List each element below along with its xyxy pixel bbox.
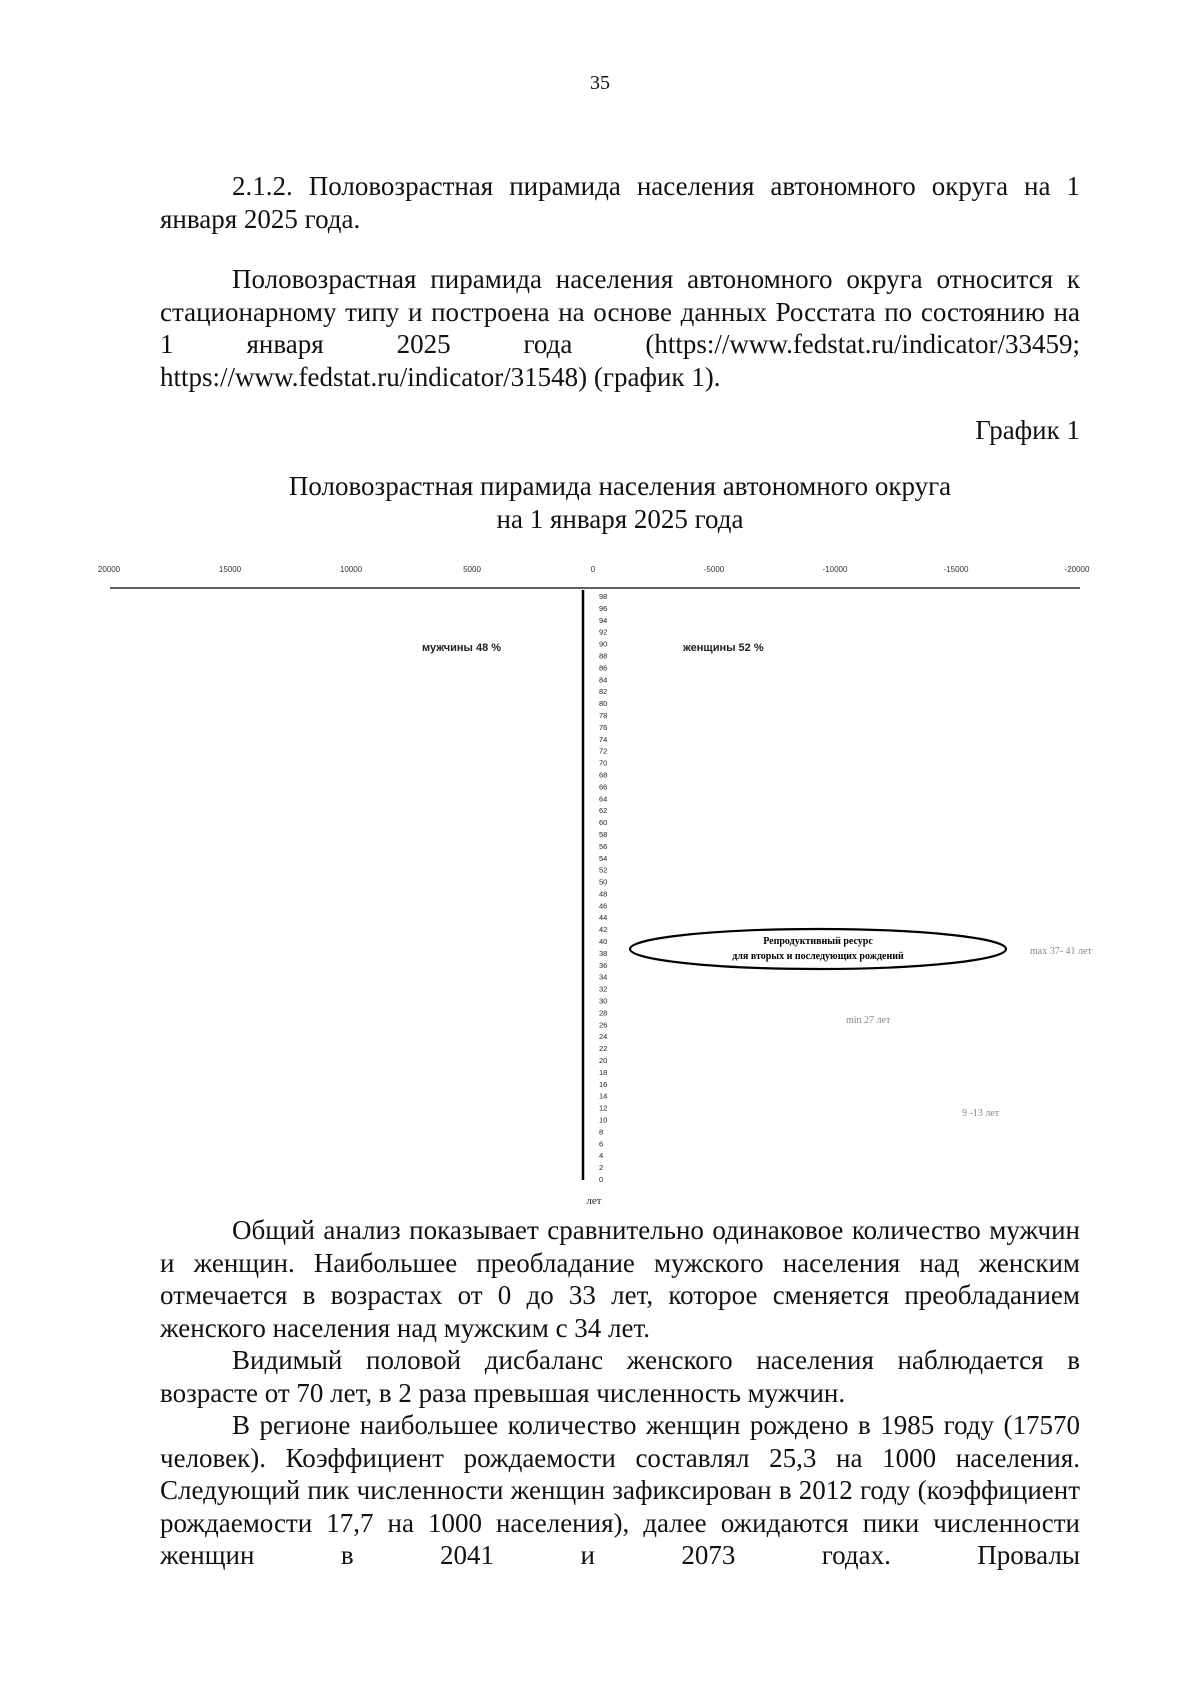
age-tick-label: 28: [599, 1008, 608, 1018]
age-tick-label: 58: [599, 829, 608, 839]
age-tick-label: 88: [599, 651, 608, 661]
age-tick-label: 44: [599, 913, 608, 923]
age-tick-label: 68: [599, 770, 608, 780]
legend-men: мужчины 48 %: [422, 642, 502, 654]
graph-label: График 1: [975, 415, 1080, 445]
birth-paragraph: В регионе наибольшее количество женщин рождено в 1985 году (17570 человек). Коэффициент рождаемости составлял 25,3 на 1000 населения. Следующий пик численности женщин зафиксирован в 2012 году (коэффициент рождаемости 17,7 на 1000 населения), далее ожидаются пики численности женщин в 2041 и 2073 годах. Провалы: [160, 1410, 1080, 1570]
ellipse-label-line2: для вторых и последующих рождений: [732, 951, 904, 962]
age-tick-label: 30: [599, 996, 608, 1006]
max-age-note: max 37- 41 лет: [1030, 946, 1092, 957]
age-tick-label: 34: [599, 972, 608, 982]
age-tick-label: 0: [599, 1175, 604, 1184]
age-tick-label: 78: [599, 710, 608, 720]
intro-paragraph: Половозрастная пирамида населения автономного округа относится к стационарному типу и построена на основе данных Росстата по состоянию на 1 января 2025 года (https://www.fedstat.ru/indicator/33459; https://www.fedstat.ru/indicator/31548) (график 1).: [160, 264, 1080, 392]
age-tick-label: 96: [599, 603, 608, 613]
age-tick-label: 74: [599, 734, 608, 744]
age-tick-label: 20: [599, 1056, 608, 1066]
legend-women: женщины 52 %: [683, 642, 764, 654]
age-tick-label: 42: [599, 925, 608, 935]
age-tick-label: 76: [599, 722, 608, 732]
age-tick-label: 46: [599, 901, 608, 911]
age-tick-label: 40: [599, 937, 608, 947]
age-axis-ticks: [599, 592, 607, 1184]
age-tick-label: 66: [599, 782, 608, 792]
age-tick-label: 98: [599, 592, 608, 601]
age-tick-label: 10: [599, 1115, 608, 1125]
age-tick-label: 18: [599, 1067, 608, 1077]
age-tick-label: 94: [599, 615, 608, 625]
age-tick-label: 14: [599, 1091, 608, 1101]
age-tick-label: 54: [599, 853, 608, 863]
age-tick-label: 72: [599, 746, 608, 756]
age-tick-label: 26: [599, 1020, 608, 1030]
age-tick-label: 24: [599, 1032, 608, 1042]
x-tick-label: 5000: [463, 565, 481, 574]
age-tick-label: 80: [599, 699, 608, 709]
age-axis-unit: лет: [586, 1195, 602, 1207]
section-heading: 2.1.2. Половозрастная пирамида населения автономного округа на 1 января 2025 года.: [160, 171, 1080, 234]
age-tick-label: 2: [599, 1163, 604, 1173]
analysis-paragraph-1: Общий анализ показывает сравнительно одинаковое количество мужчин и женщин. Наибольшее преобладание мужского населения над женским отмечается в возрастах от 0 до 33 лет, которое сменяется преобладанием женского населения над мужским с 34 лет.: [160, 1215, 1080, 1343]
analysis-paragraph-2: Видимый половой дисбаланс женского населения наблюдается в возрасте от 70 лет, в 2 раза превышая численность мужчин.: [160, 1345, 1080, 1408]
age-tick-label: 4: [599, 1151, 604, 1161]
age-tick-label: 48: [599, 889, 608, 899]
age-tick-label: 84: [599, 675, 608, 685]
x-tick-label: 10000: [339, 565, 363, 574]
age-tick-label: 92: [599, 627, 608, 637]
x-tick-label: 0: [590, 565, 596, 574]
age-tick-label: 50: [599, 877, 608, 887]
age-tick-label: 6: [599, 1139, 604, 1149]
age-tick-label: 36: [599, 960, 608, 970]
analysis-block: [160, 1214, 1080, 1572]
x-axis-ticks: [98, 565, 1090, 574]
age-tick-label: 70: [599, 758, 608, 768]
age-tick-label: 62: [599, 806, 608, 816]
age-tick-label: 60: [599, 818, 608, 828]
age-tick-label: 82: [599, 687, 608, 697]
age-tick-label: 56: [599, 841, 608, 851]
x-tick-label: 15000: [218, 565, 242, 574]
age-tick-label: 86: [599, 663, 608, 673]
page-number: 35: [590, 72, 610, 94]
chart-title: [200, 470, 1040, 535]
age-tick-label: 64: [599, 794, 608, 804]
age-tick-label: 38: [599, 948, 608, 958]
population-pyramid-chart: [0, 550, 1200, 1210]
x-tick-label: -5000: [703, 565, 725, 574]
reproductive-resource-ellipse: [630, 929, 1006, 969]
x-tick-label: -15000: [943, 565, 969, 574]
age-tick-label: 8: [599, 1127, 604, 1137]
x-tick-label: -20000: [1064, 565, 1090, 574]
age-tick-label: 90: [599, 639, 608, 649]
age-tick-label: 52: [599, 865, 608, 875]
age-tick-label: 12: [599, 1103, 608, 1113]
chart-title-line2: на 1 января 2025 года: [496, 503, 744, 534]
ellipse-label-line1: Репродуктивный ресурс: [763, 936, 873, 947]
chart-title-line1: Половозрастная пирамида населения автономного округа: [288, 471, 952, 501]
min-age-note: min 27 лет: [846, 1015, 891, 1026]
age-9-13-note: 9 -13 лет: [962, 1108, 1000, 1119]
x-tick-label: -10000: [822, 565, 848, 574]
age-tick-label: 16: [599, 1079, 608, 1089]
age-tick-label: 32: [599, 984, 608, 994]
age-tick-label: 22: [599, 1044, 608, 1054]
x-tick-label: 20000: [97, 565, 121, 574]
